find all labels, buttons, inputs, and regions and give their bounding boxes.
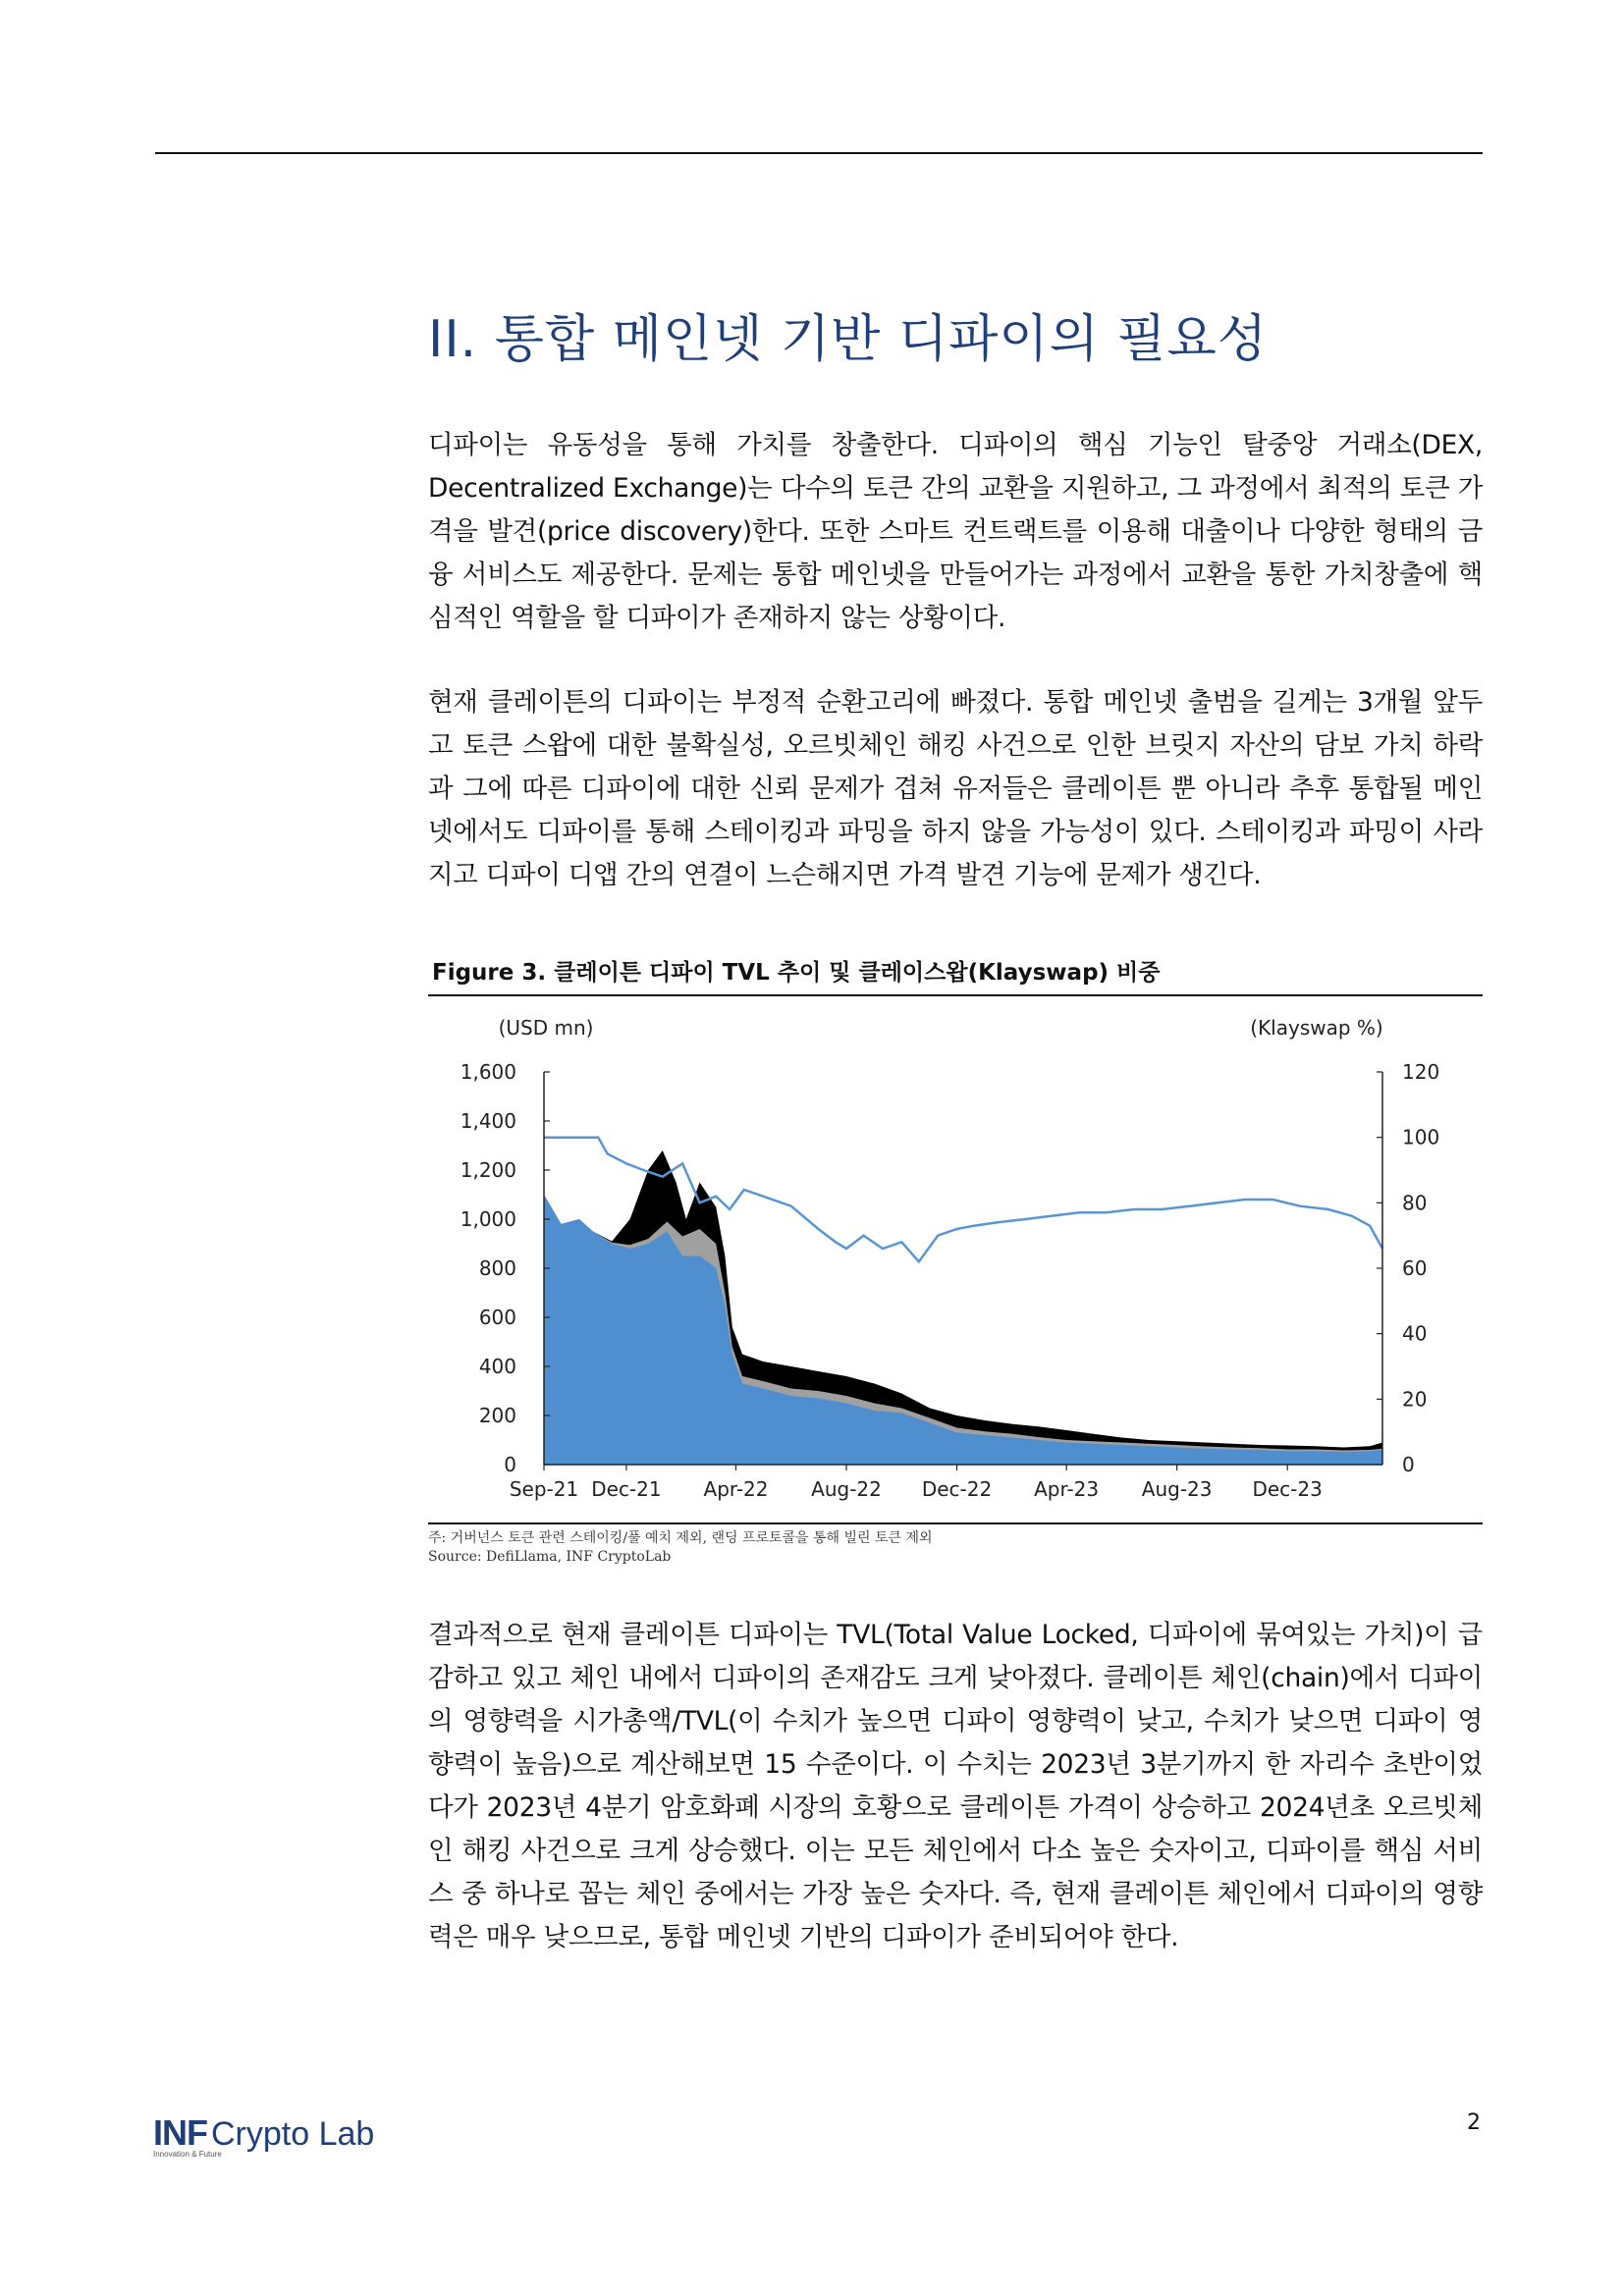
- x-tick-label: Sep-21: [509, 1477, 579, 1501]
- page-number: 2: [1467, 2110, 1481, 2135]
- area-layer: [544, 1150, 1382, 1465]
- right-tick-label: 20: [1402, 1387, 1428, 1412]
- right-tick-label: 80: [1402, 1191, 1428, 1215]
- figure-top-rule: [428, 994, 1483, 996]
- paragraph-3: 결과적으로 현재 클레이튼 디파이는 TVL(Total Value Locked, 디파이에 묶여있는 가치)이 급감하고 있고 체인 내에서 디파이의 존재감도 크게 낮아졌다. 클레이튼 체인(chain)에서 디파이의 영향력을 시가총액/TVL(이 수치가 높으면 디파이 영향력이 낮고, 수치가 낮으면 디파이 영향력이 높음)으로 계산해보면 15 수준이다. 이 수치는 2023년 3분기까지 한 자리수 초반이었다가 2023년 4분기 암호화폐 시장의 호황으로 클레이튼 가격이 상승하고 2024년초 오르빗체인 해킹 사건으로 크게 상승했다. 이는 모든 체인에서 다소 높은 숫자이고, 디파이를 핵심 서비스 중 하나로 꼽는 체인 중에서는 가장 높은 숫자다. 즉, 현재 클레이튼 체인에서 디파이의 영향력은 매우 낮으므로, 통합 메인넷 기반의 디파이가 준비되어야 한다.: [428, 1620, 1483, 1952]
- figure-title: Figure 3. 클레이튼 디파이 TVL 추이 및 클레이스왑(Klayswap) 비중: [432, 960, 1161, 986]
- left-tick-label: 400: [478, 1355, 516, 1378]
- logo-main: INF: [153, 2112, 207, 2153]
- right-tick-label: 120: [1402, 1060, 1440, 1084]
- x-tick-labels: [510, 1477, 1323, 1501]
- x-tick-label: Dec-21: [591, 1477, 662, 1501]
- figure-bottom-rule: [428, 1522, 1483, 1524]
- x-tick-label: Dec-22: [921, 1477, 993, 1501]
- right-unit-label: (Klayswap %): [1250, 1016, 1383, 1040]
- x-tick-label: Aug-22: [811, 1477, 882, 1501]
- brand-logo: [153, 2112, 374, 2159]
- x-tick-label: Apr-23: [1034, 1477, 1100, 1501]
- right-tick-labels: [1402, 1060, 1439, 1476]
- right-tick-label: 100: [1402, 1125, 1440, 1149]
- left-tick-label: 0: [504, 1453, 516, 1476]
- left-tick-label: 1,000: [460, 1207, 516, 1231]
- tvl-chart: [428, 999, 1483, 1522]
- right-tick-label: 60: [1402, 1256, 1428, 1280]
- left-tick-label: 200: [478, 1404, 516, 1427]
- paragraph-1: 디파이는 유동성을 통해 가치를 창출한다. 디파이의 핵심 기능인 탈중앙 거래소(DEX, Decentralized Exchange)는 다수의 토큰 간의 교환을 지원하고, 그 과정에서 최적의 토큰 가격을 발견(price discovery)한다. 또한 스마트 컨트랙트를 이용해 대출이나 다양한 형태의 금융 서비스도 제공한다. 문제는 통합 메인넷을 만들어가는 과정에서 교환을 통한 가치창출에 핵심적인 역할을 할 디파이가 존재하지 않는 상황이다.: [428, 430, 1483, 633]
- x-tick-label: Apr-22: [703, 1477, 769, 1501]
- right-tick-label: 40: [1402, 1321, 1428, 1346]
- paragraph-2: 현재 클레이튼의 디파이는 부정적 순환고리에 빠졌다. 통합 메인넷 출범을 길게는 3개월 앞두고 토큰 스왑에 대한 불확실성, 오르빗체인 해킹 사건으로 인한 브릿지 자산의 담보 가치 하락과 그에 따른 디파이에 대한 신뢰 문제가 겹쳐 유저들은 클레이튼 뿐 아니라 추후 통합될 메인넷에서도 디파이를 통해 스테이킹과 파밍을 하지 않을 가능성이 있다. 스테이킹과 파밍이 사라지고 디파이 디앱 간의 연결이 느슨해지면 가격 발견 기능에 문제가 생긴다.: [428, 687, 1483, 890]
- logo-tagline: Innovation & Future: [153, 2150, 222, 2159]
- header-rule: [155, 152, 1483, 154]
- left-tick-label: 600: [478, 1306, 516, 1329]
- figure-source: Source: DefiLlama, INF CryptoLab: [428, 1549, 672, 1565]
- left-tick-label: 1,600: [460, 1060, 516, 1084]
- right-tick-label: 0: [1402, 1453, 1415, 1476]
- left-unit-label: (USD mn): [498, 1016, 594, 1040]
- left-tick-labels: [460, 1060, 516, 1476]
- figure-note: 주: 거버넌스 토큰 관련 스테이킹/풀 예치 제외, 랜딩 프로토콜을 통해 빌린 토큰 제외: [428, 1530, 933, 1546]
- left-tick-label: 1,200: [460, 1158, 516, 1182]
- x-tick-label: Aug-23: [1141, 1477, 1213, 1501]
- section-title: II. 통합 메인넷 기반 디파이의 필요성: [428, 310, 1269, 369]
- x-tick-label: Dec-23: [1252, 1477, 1323, 1501]
- left-tick-label: 800: [478, 1256, 516, 1280]
- left-tick-label: 1,400: [460, 1109, 516, 1133]
- logo-sub: Crypto Lab: [211, 2115, 375, 2153]
